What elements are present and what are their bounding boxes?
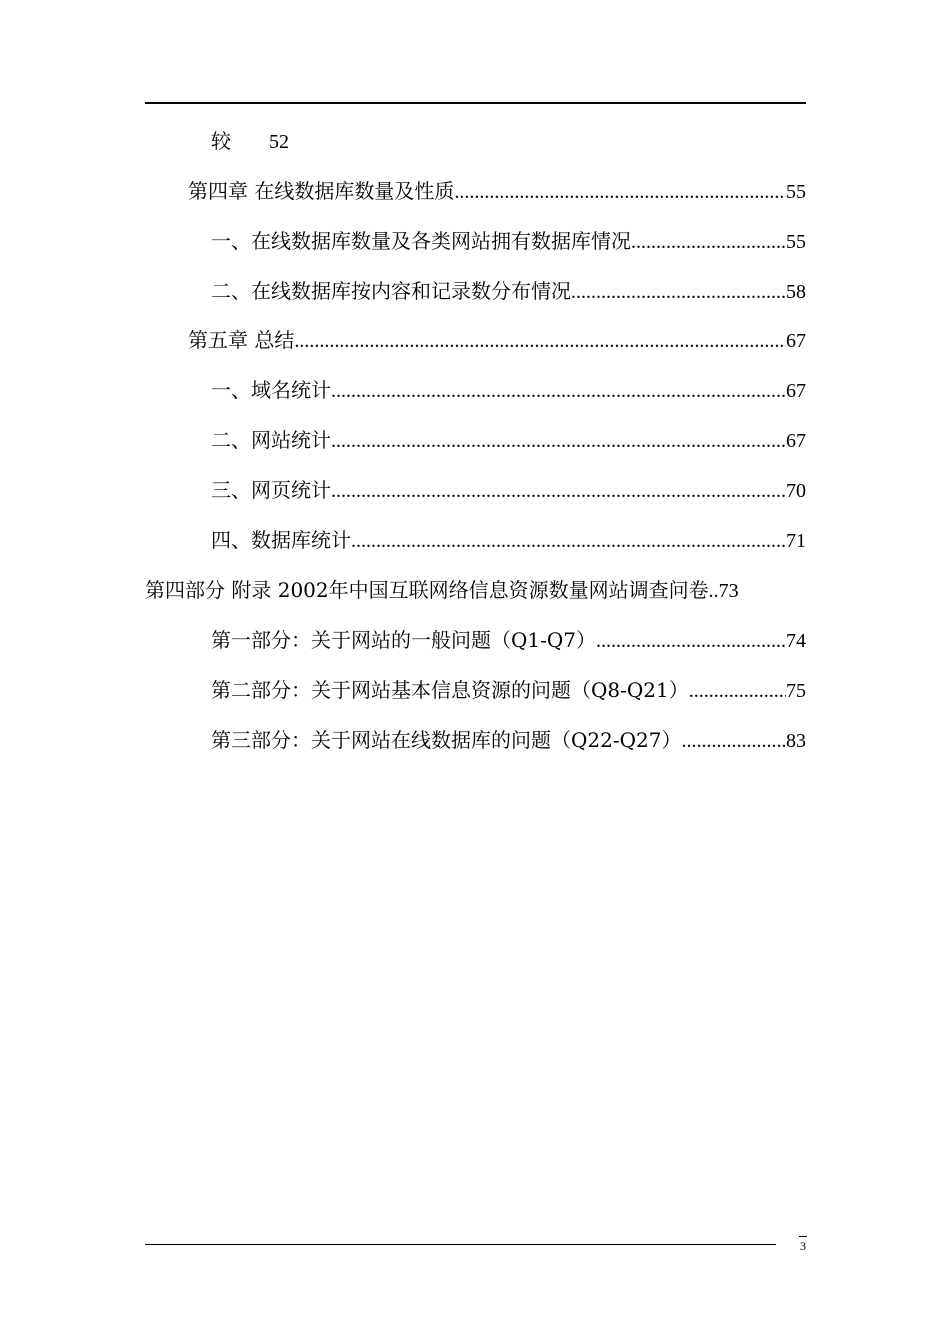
toc-entry-4-2[interactable] xyxy=(211,276,806,306)
toc-entry-title: 第一部分：关于网站的一般问题（Q1-Q7） xyxy=(211,628,596,652)
toc-entry-appendix-2[interactable] xyxy=(211,675,806,705)
toc-entry-title: 二、网站统计 xyxy=(211,428,331,452)
toc-entry-page: 67 xyxy=(786,430,806,452)
footer-rule xyxy=(145,1244,776,1245)
toc-continuation-title: 较 xyxy=(211,129,231,153)
toc-entry-page: 71 xyxy=(786,530,806,552)
toc-entry-page: 73 xyxy=(718,580,739,602)
toc-entry-page: 74 xyxy=(786,630,806,652)
toc-continuation-line xyxy=(211,126,289,157)
toc-entry-appendix-1[interactable] xyxy=(211,625,806,655)
toc-entry-title: 一、域名统计 xyxy=(211,378,331,402)
toc-dot-leader xyxy=(351,526,786,556)
toc-entry-page: 55 xyxy=(786,231,806,253)
toc-continuation-page: 52 xyxy=(269,131,289,153)
toc-entry-title: 二、在线数据库按内容和记录数分布情况 xyxy=(211,279,571,303)
toc-entry-title: 四、数据库统计 xyxy=(211,528,351,552)
toc-entry-title: 第四章 在线数据库数量及性质 xyxy=(188,179,455,203)
toc-entry-page: 55 xyxy=(786,181,806,203)
toc-dot-leader xyxy=(689,676,786,706)
toc-entry-title: 第四部分 附录 2002年中国互联网络信息资源数量网站调查问卷 xyxy=(145,578,709,602)
toc-dot-leader xyxy=(331,426,786,456)
toc-dot-leader xyxy=(631,227,786,257)
toc-entry-part-4[interactable] xyxy=(145,575,806,605)
toc-entry-title: 一、在线数据库数量及各类网站拥有数据库情况 xyxy=(211,229,631,253)
toc-entry-page: 67 xyxy=(786,330,806,352)
toc-entry-page: 83 xyxy=(786,730,806,752)
toc-dot-leader xyxy=(454,177,786,207)
page-number-dash xyxy=(799,1236,807,1237)
toc-dot-leader xyxy=(294,326,786,356)
toc-entry-page: 75 xyxy=(786,680,806,702)
page-number xyxy=(796,1236,810,1253)
toc-entry-chapter-4[interactable] xyxy=(188,176,806,206)
toc-entry-title: 第二部分：关于网站基本信息资源的问题（Q8-Q21） xyxy=(211,678,689,702)
toc-entry-chapter-5[interactable] xyxy=(188,325,806,355)
toc-dot-leader xyxy=(596,626,786,656)
toc-entry-title: 第五章 总结 xyxy=(188,328,295,352)
toc-dot-leader xyxy=(331,376,786,406)
toc-entry-4-1[interactable] xyxy=(211,226,806,256)
toc-dot-leader xyxy=(709,576,717,606)
page-number-value: 3 xyxy=(800,1239,806,1253)
toc-entry-title: 三、网页统计 xyxy=(211,478,331,502)
toc-entry-page: 70 xyxy=(786,480,806,502)
toc-entry-page: 67 xyxy=(786,380,806,402)
toc-entry-appendix-3[interactable] xyxy=(211,725,806,755)
toc-entry-title: 第三部分：关于网站在线数据库的问题（Q22-Q27） xyxy=(211,728,682,752)
toc-entry-5-2[interactable] xyxy=(211,425,806,455)
toc-dot-leader xyxy=(331,476,786,506)
toc-dot-leader xyxy=(571,277,786,307)
header-rule xyxy=(145,102,806,104)
toc-entry-5-1[interactable] xyxy=(211,375,806,405)
toc-dot-leader xyxy=(681,726,786,756)
toc-entry-5-4[interactable] xyxy=(211,525,806,555)
toc-entry-page: 58 xyxy=(786,281,806,303)
toc-entry-5-3[interactable] xyxy=(211,475,806,505)
